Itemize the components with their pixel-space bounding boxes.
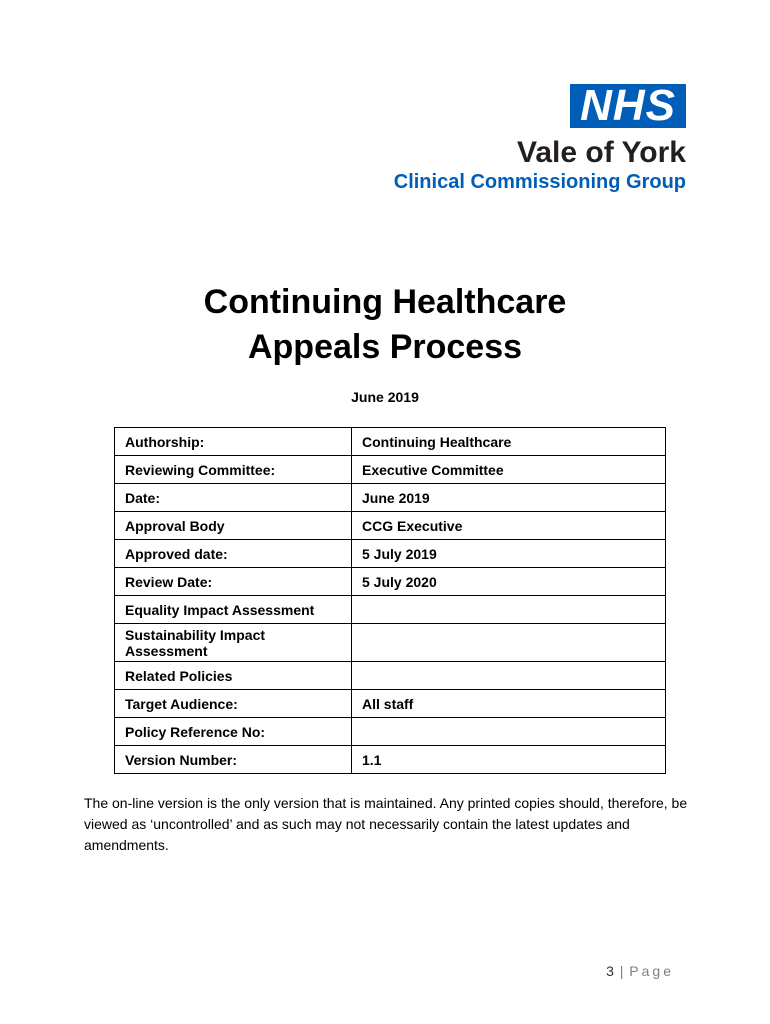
footer-separator: | [619,963,624,979]
table-row [115,624,666,662]
row-label: Approval Body [115,512,352,540]
table-row [115,662,666,690]
row-value [352,718,666,746]
row-value [352,624,666,662]
row-value: Executive Committee [352,456,666,484]
row-label: Reviewing Committee: [115,456,352,484]
disclaimer-text: The on-line version is the only version that is maintained. Any printed copies should, therefore, be viewed as ‘uncontrolled’ and as such may not necessarily contain the latest updates and amendments. [84,795,688,853]
row-value: 1.1 [352,746,666,774]
row-value [352,662,666,690]
nhs-logo [356,81,686,193]
table-row [115,718,666,746]
organisation-name: Vale of York [517,136,686,169]
row-label: Approved date: [115,540,352,568]
page-number: 3 [606,963,614,979]
table-row [115,690,666,718]
document-title-line2: Appeals Process [247,328,523,366]
document-date: June 2019 [351,389,419,405]
document-title [0,280,770,370]
row-label: Equality Impact Assessment [115,596,352,624]
document-title-line1: Continuing Healthcare [203,283,567,321]
row-label: Policy Reference No: [115,718,352,746]
row-label: Authorship: [115,428,352,456]
table-row [115,596,666,624]
row-label: Date: [115,484,352,512]
table-row [115,512,666,540]
nhs-logo-mark: NHS [570,84,686,128]
page-word: Page [629,963,674,979]
row-label: Review Date: [115,568,352,596]
row-value: All staff [352,690,666,718]
row-value [352,596,666,624]
table-row [115,456,666,484]
row-value: CCG Executive [352,512,666,540]
table-row [115,540,666,568]
document-control-table [114,427,666,774]
table-row [115,484,666,512]
row-value: 5 July 2020 [352,568,666,596]
row-value: Continuing Healthcare [352,428,666,456]
row-label: Version Number: [115,746,352,774]
row-label: Sustainability Impact Assessment [115,624,352,662]
page-footer [606,963,674,979]
organisation-subtitle: Clinical Commissioning Group [393,171,686,193]
row-label: Related Policies [115,662,352,690]
row-label: Target Audience: [115,690,352,718]
row-value: 5 July 2019 [352,540,666,568]
table-row [115,568,666,596]
table-row [115,746,666,774]
row-value: June 2019 [352,484,666,512]
table-row [115,428,666,456]
